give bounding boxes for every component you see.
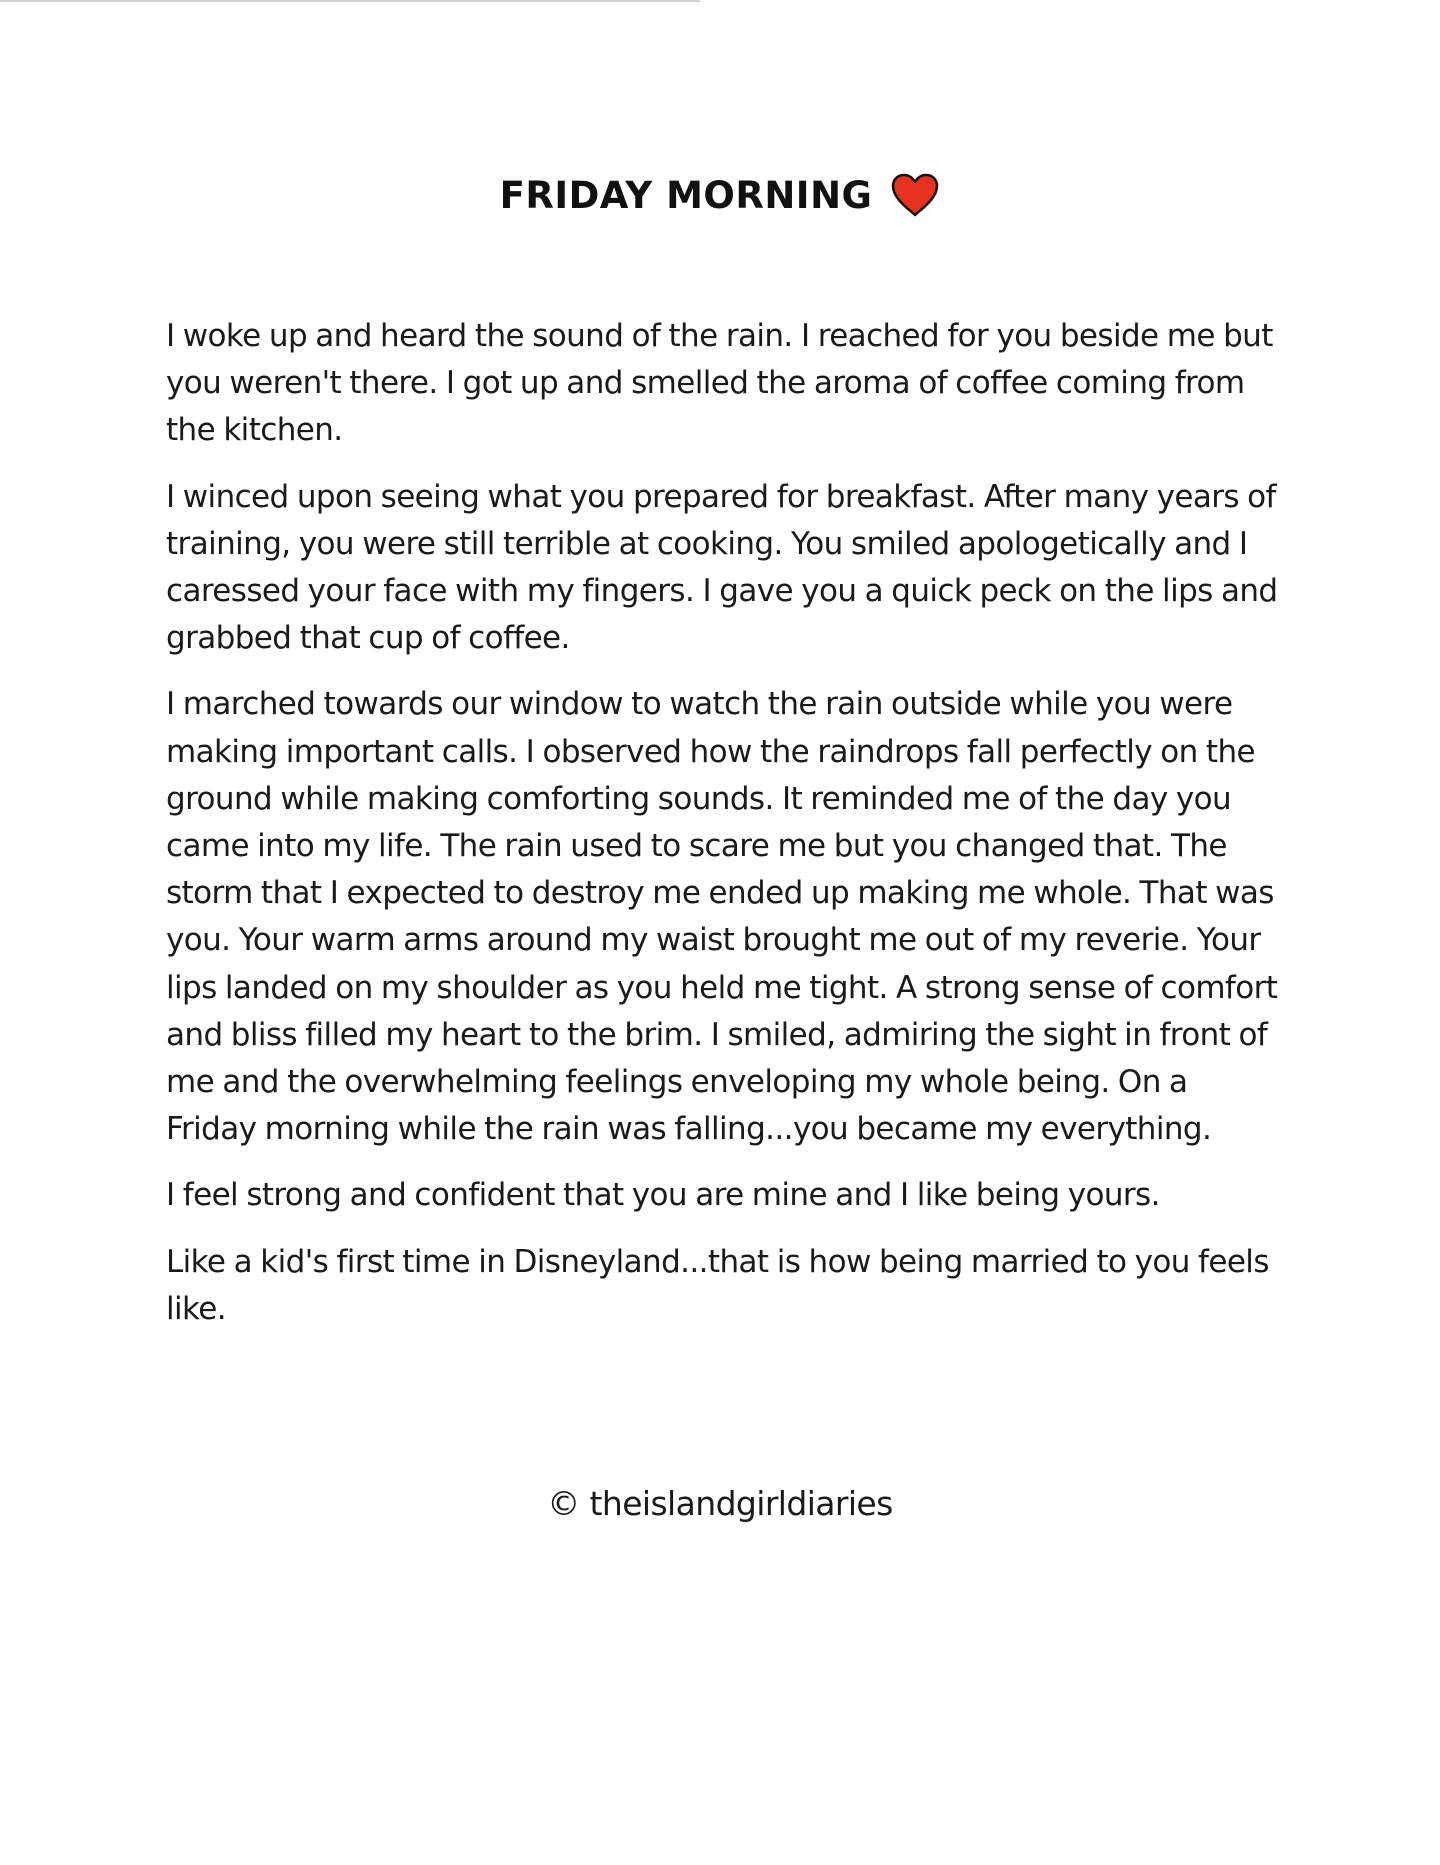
page-title: FRIDAY MORNING bbox=[499, 173, 873, 217]
copyright-footer: © theislandgirldiaries bbox=[547, 1484, 893, 1523]
top-divider bbox=[0, 0, 700, 2]
paragraph: Like a kid's first time in Disneyland...that is how being married to you feels like. bbox=[166, 1243, 1269, 1327]
paragraph: I woke up and heard the sound of the rain. I reached for you beside me but you weren't there. I got up and smelled the aroma of coffee coming from the kitchen. bbox=[166, 318, 1273, 449]
paragraph: I marched towards our window to watch the rain outside while you were making important calls. I observed how the raindrops fall perfectly on the ground while making comforting sounds. It reminded me of the day you came into my life. The rain used to scare me but you changed that. The storm that I expected to destroy me ended up making me whole. That was you. Your warm arms around my waist brought me out of my reverie. Your lips landed on my shoulder as you held me tight. A strong sense of comfort and bliss filled my heart to the brim. I smiled, admiring the sight in front of me and the overwhelming feelings enveloping my whole being. On a Friday morning while the rain was falling...you became my everything. bbox=[166, 686, 1278, 1148]
paragraph: I winced upon seeing what you prepared for breakfast. After many years of training, you were still terrible at cooking. You smiled apologetically and I caressed your face with my fingers. I gave you a quick peck on the lips and grabbed that cup of coffee. bbox=[166, 478, 1278, 657]
paragraph: I feel strong and confident that you are mine and I like being yours. bbox=[166, 1177, 1160, 1214]
story-body bbox=[166, 313, 1286, 1352]
heart-icon bbox=[890, 172, 940, 218]
title-row bbox=[0, 172, 1440, 218]
